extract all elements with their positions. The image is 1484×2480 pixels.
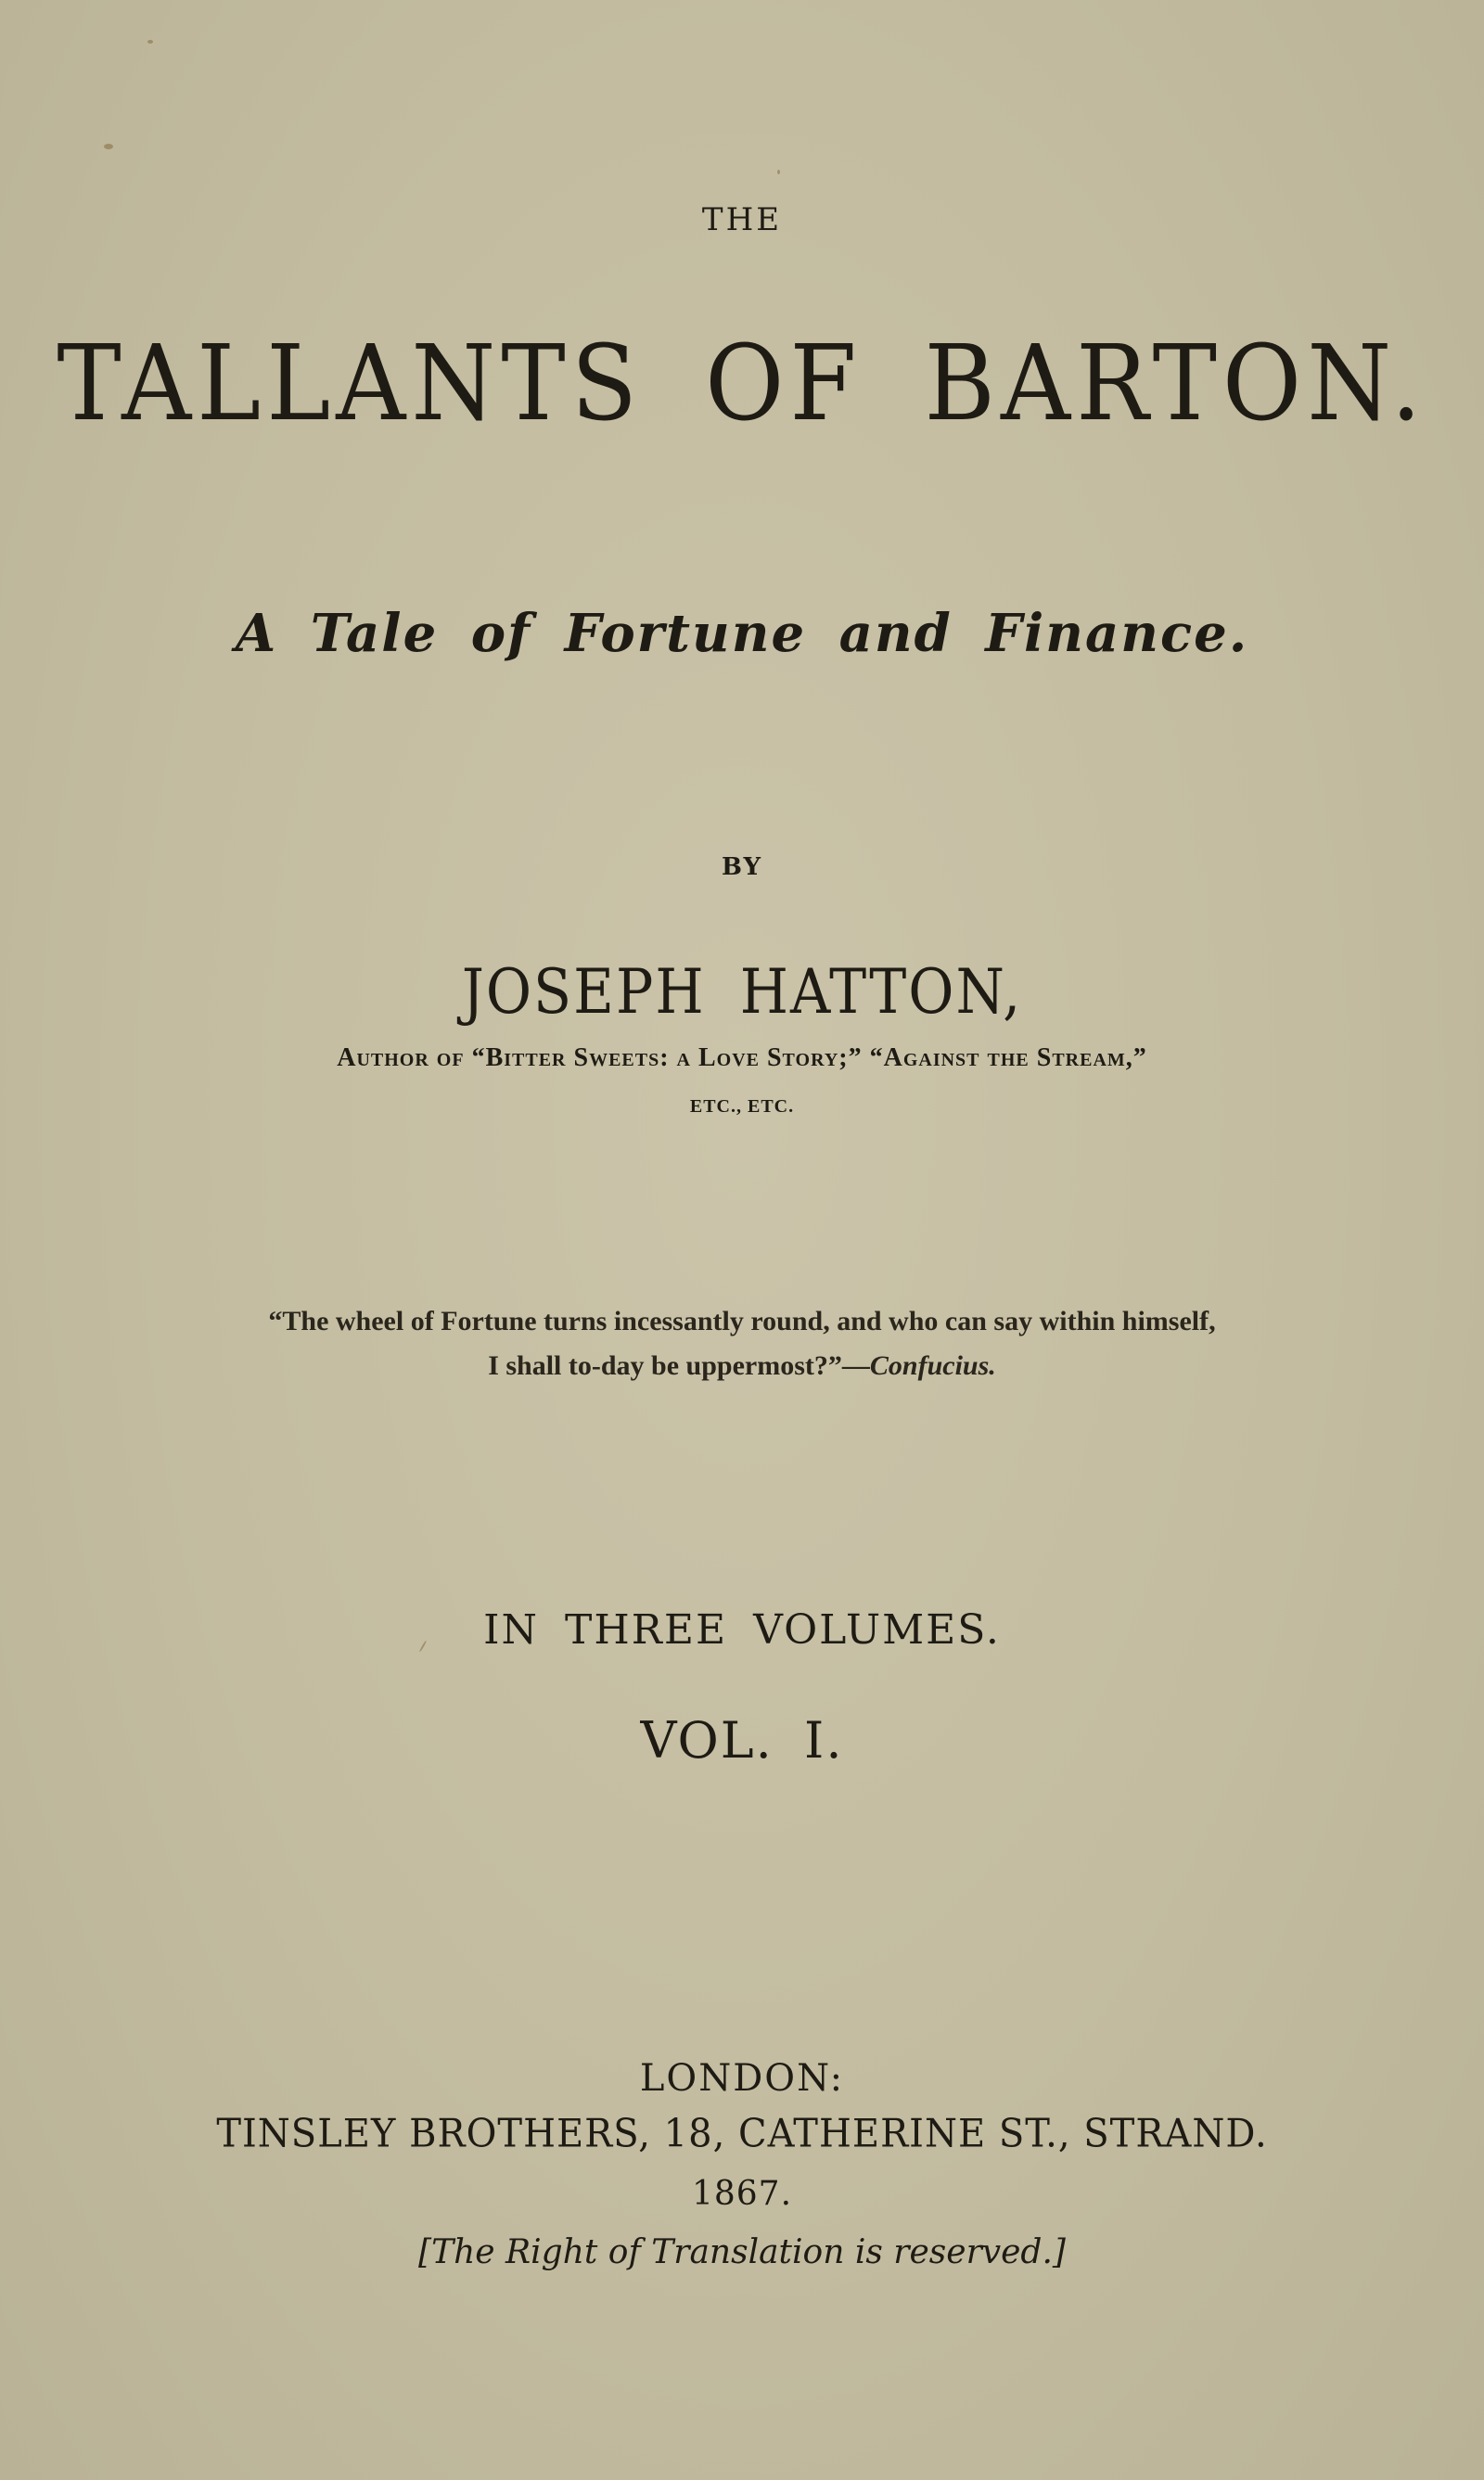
imprint-year: 1867. [691, 2175, 793, 2213]
author-name: JOSEPH HATTON, [461, 956, 1023, 1029]
rights-notice: [The Right of Translation is reserved.] [418, 2233, 1066, 2271]
book-title: TALLANTS OF BARTON. [57, 322, 1427, 444]
book-subtitle: A Tale of Fortune and Finance. [235, 603, 1249, 664]
author-credits-etc: ETC., ETC. [689, 1096, 795, 1117]
imprint-publisher: TINSLEY BROTHERS, 18, CATHERINE ST., STRAND. [216, 2111, 1268, 2157]
paper-spot [777, 170, 780, 174]
volumes-statement: IN THREE VOLUMES. [483, 1606, 1001, 1654]
imprint-city: LONDON: [639, 2057, 845, 2100]
by-label: BY [721, 853, 763, 881]
epigraph-line-1: “The wheel of Fortune turns incessantly round, and who can say within himself, [268, 1306, 1216, 1336]
volume-number: VOL. I. [640, 1711, 844, 1770]
epigraph-text: I shall to-day be uppermost?”— [488, 1350, 870, 1381]
author-credits: Author of “Bitter Sweets: a Love Story;” “Against the Stream,” [337, 1043, 1147, 1072]
epigraph-line-2 [0, 1350, 1484, 1382]
paper-spot [104, 144, 113, 149]
epigraph-attribution: Confucius. [869, 1350, 996, 1381]
title-article: THE [701, 201, 783, 238]
paper-spot [147, 40, 153, 44]
